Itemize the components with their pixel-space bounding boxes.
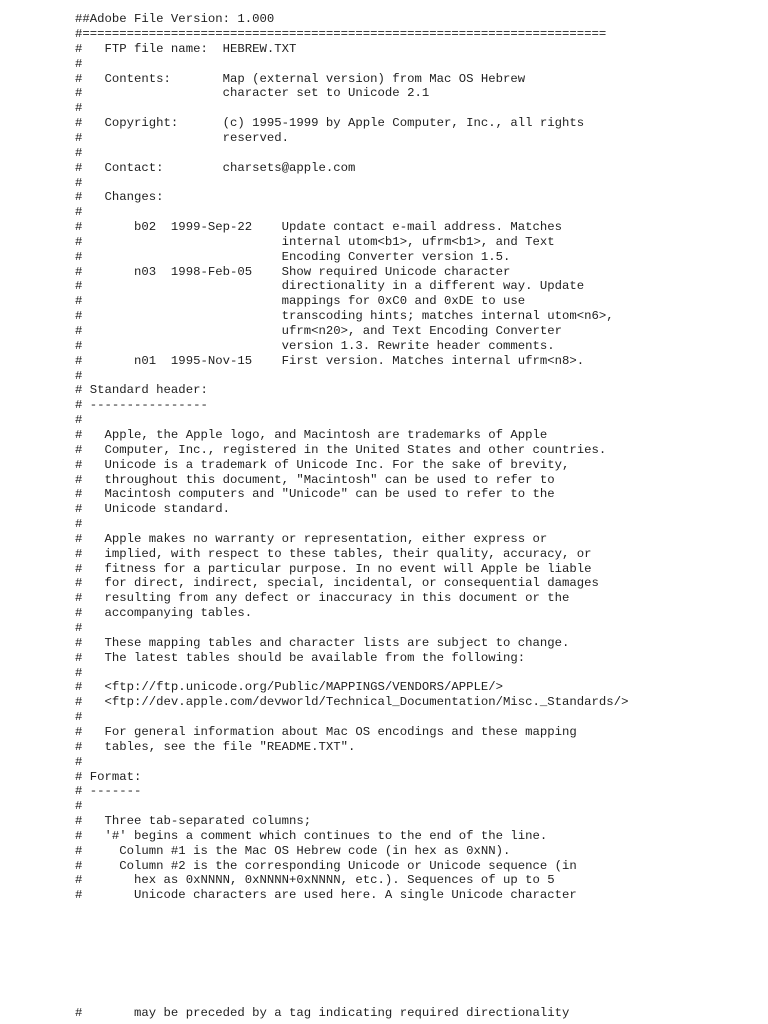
document-line: #: [75, 368, 83, 383]
document-line: # ufrm<n20>, and Text Encoding Converter: [75, 324, 563, 338]
document-line: # n01 1995-Nov-15 First version. Matches internal ufrm<n8>.: [75, 353, 585, 368]
document-line: # mappings for 0xC0 and 0xDE to use: [75, 294, 526, 309]
document-line: #=======================================================================: [75, 27, 607, 41]
document-line: # b02 1999-Sep-22 Update contact e-mail address. Matches: [75, 220, 563, 235]
document-line: # Computer, Inc., registered in the United States and other countries.: [75, 442, 607, 457]
document-line: # Apple, the Apple logo, and Macintosh are trademarks of Apple: [75, 427, 548, 442]
document-line: # directionality in a different way. Update: [75, 279, 585, 294]
document-line: # Column #2 is the corresponding Unicode or Unicode sequence (in: [75, 858, 577, 873]
document-line: #: [75, 145, 83, 160]
document-line: # -------: [75, 784, 142, 799]
document-line: # throughout this document, "Macintosh" can be used to refer to: [75, 472, 555, 487]
document-line: # tables, see the file "README.TXT".: [75, 739, 356, 754]
document-line: # Unicode is a trademark of Unicode Inc. For the sake of brevity,: [75, 457, 570, 472]
document-line: # resulting from any defect or inaccuracy in this document or the: [75, 591, 570, 606]
document-line: # Apple makes no warranty or representation, either express or: [75, 531, 548, 546]
next-page-line: # may be preceded by a tag indicating required directionality: [75, 1006, 570, 1020]
document-line: #: [75, 754, 83, 769]
document-line: # These mapping tables and character lists are subject to change.: [75, 635, 570, 650]
document-line: # transcoding hints; matches internal utom<n6>,: [75, 309, 614, 324]
document-line: #: [75, 710, 83, 725]
document-line: # reserved.: [75, 130, 290, 145]
document-line: # version 1.3. Rewrite header comments.: [75, 338, 555, 353]
document-line: # <ftp://ftp.unicode.org/Public/MAPPINGS/VENDORS/APPLE/>: [75, 680, 504, 695]
document-line: # Contents: Map (external version) from Mac OS Hebrew: [75, 71, 526, 86]
document-line: # Copyright: (c) 1995-1999 by Apple Computer, Inc., all rights: [75, 116, 585, 131]
document-line: # For general information about Mac OS encodings and these mapping: [75, 724, 577, 739]
document-line: # Encoding Converter version 1.5.: [75, 249, 511, 264]
document-line: #: [75, 665, 83, 680]
document-line: # The latest tables should be available from the following:: [75, 650, 526, 665]
file-version-line: ##Adobe File Version: 1.000: [75, 12, 275, 26]
document-line: # Column #1 is the Mac OS Hebrew code (in hex as 0xNN).: [75, 843, 511, 858]
document-line: # fitness for a particular purpose. In no event will Apple be liable: [75, 561, 592, 576]
document-line: # hex as 0xNNNN, 0xNNNN+0xNNNN, etc.). Sequences of up to 5: [75, 873, 555, 888]
document-line: # Unicode standard.: [75, 502, 230, 517]
document-line: # n03 1998-Feb-05 Show required Unicode character: [75, 264, 511, 279]
document-line: # internal utom<b1>, ufrm<b1>, and Text: [75, 234, 555, 249]
document-line: #: [75, 621, 83, 635]
document-line: # character set to Unicode 2.1: [75, 86, 430, 101]
document-line: #: [75, 799, 83, 814]
document-line: # Unicode characters are used here. A single Unicode character: [75, 888, 577, 903]
document-line: # Changes:: [75, 190, 164, 205]
document-line: #: [75, 205, 83, 220]
document-line: # FTP file name: HEBREW.TXT: [75, 41, 297, 56]
document-line: # Macintosh computers and "Unicode" can be used to refer to the: [75, 487, 555, 502]
document-line: #: [75, 175, 83, 190]
document-line: # accompanying tables.: [75, 606, 253, 621]
document-line: # Contact: charsets@apple.com: [75, 160, 356, 175]
document-line: # ----------------: [75, 398, 208, 413]
document-line: # <ftp://dev.apple.com/devworld/Technical_Documentation/Misc._Standards/>: [75, 695, 629, 710]
document-line: # for direct, indirect, special, incidental, or consequential damages: [75, 576, 599, 591]
document-line: #: [75, 517, 83, 532]
document-line: # '#' begins a comment which continues to the end of the line.: [75, 828, 548, 843]
document-line: # Three tab-separated columns;: [75, 814, 312, 829]
document-line: # Format:: [75, 769, 142, 784]
document-line: #: [75, 101, 83, 116]
document-line: # implied, with respect to these tables, their quality, accuracy, or: [75, 546, 592, 561]
document-line: #: [75, 56, 83, 71]
document-line: #: [75, 413, 83, 428]
document-line: # Standard header:: [75, 383, 208, 398]
